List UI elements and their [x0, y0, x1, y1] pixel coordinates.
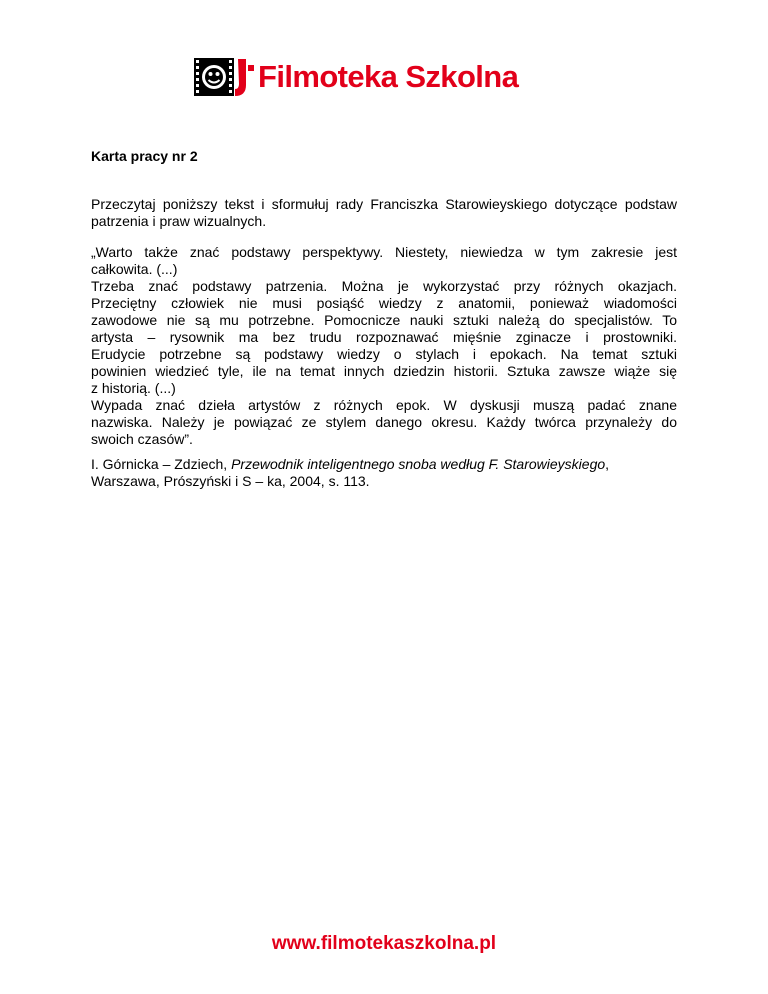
quote-line: całkowita. (...)	[91, 261, 178, 277]
instruction-paragraph: Przeczytaj poniższy tekst i sformułuj rady Franciszka Starowieyskiego dotyczące podstaw patrzenia i praw wizualnych.	[91, 196, 677, 229]
citation	[91, 456, 677, 490]
footer	[0, 932, 768, 956]
quote-line: artysta – rysownik ma bez trudu rozpoznawać mięśnie zginacze i prostowniki.	[91, 329, 677, 345]
quote-line: z historią. (...)	[91, 380, 176, 396]
quote-line: zawodowe nie są mu potrzebne. Pomocnicze nauki sztuki należą do specjalistów. To	[91, 312, 677, 328]
brand-logo	[192, 55, 518, 99]
document-title: Karta pracy nr 2	[91, 148, 198, 164]
quote-line: nazwiska. Należy je powiązać ze stylem danego okresu. Każdy twórca przynależy do	[91, 414, 677, 430]
quote-line: Trzeba znać podstawy patrzenia. Można je wykorzystać przy różnych okazjach.	[91, 278, 677, 294]
quote-line: Przeciętny człowiek nie musi posiąść wiedzy z anatomii, ponieważ wiadomości	[91, 295, 677, 311]
footer-website-link[interactable]: www.filmotekaszkolna.pl	[271, 933, 497, 954]
quote-line: Erudycie potrzebne są podstawy wiedzy o stylach i epokach. Na temat sztuki	[91, 346, 677, 362]
brand-name	[258, 55, 518, 99]
quote-line: Wypada znać dzieła artystów z różnych epok. W dyskusji muszą padać znane	[91, 397, 677, 413]
brand-name-part1: Filmoteka	[258, 59, 398, 94]
quote-line: „Warto także znać podstawy perspektywy. Niestety, niewiedza w tym zakresie jest	[91, 244, 677, 260]
quote-block	[91, 244, 677, 448]
citation-author: I. Górnicka – Zdziech,	[91, 456, 232, 472]
citation-publisher: , Warszawa, Prószyński i S – ka, 2004, s. 113.	[91, 456, 610, 489]
quote-line: swoich czasów”.	[91, 431, 193, 447]
film-camera-logo-icon	[192, 55, 258, 99]
citation-book-title: Przewodnik inteligentnego snoba według F. Starowieyskiego	[231, 456, 606, 472]
quote-line: powinien wiedzieć tyle, ile na temat innych dziedzin historii. Sztuka zawsze wiąże się	[91, 363, 677, 379]
brand-name-part2: Szkolna	[405, 59, 519, 94]
